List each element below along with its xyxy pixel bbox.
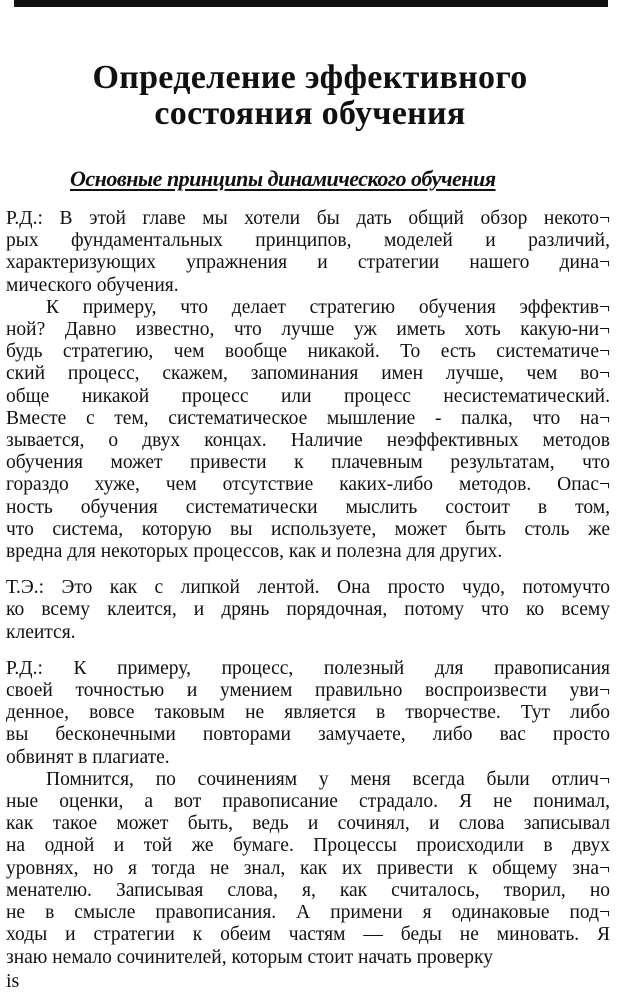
text-line: К примеру, что делает стратегию обучения эффектив¬ <box>46 296 610 318</box>
text-line: ные оценки, а вот правописание страдало. Я не понимал, <box>6 791 610 813</box>
text-line: гораздо хуже, чем отсутствие каких-либо методов. Опас¬ <box>6 474 610 496</box>
section-subtitle: Основные принципы динамического обучения <box>70 166 496 191</box>
text-line: ной? Давно известно, что лучше уж иметь хоть какую-ни¬ <box>6 319 610 341</box>
body-text <box>6 208 610 969</box>
text-line: как такое может быть, ведь и сочинял, и слова записывал <box>6 813 610 835</box>
text-line: будь стратегию, чем вообще никакой. То есть систематиче¬ <box>6 341 610 363</box>
text-line: клеится. <box>6 621 76 643</box>
text-line: Вместе с тем, систематическое мышление - палка, что на¬ <box>6 407 610 429</box>
text-line: что система, которую вы используете, может быть столь же <box>6 518 610 540</box>
text-line: уровнях, но я тогда не знал, как их привести к общему зна¬ <box>6 857 610 879</box>
text-line: вы бесконечными повторами замучаете, либо вас просто <box>6 724 610 746</box>
text-line: не в смысле правописания. А примени я одинаковые под¬ <box>6 902 610 924</box>
title-line-1: Определение эффективного <box>92 59 528 96</box>
paragraph <box>6 658 610 769</box>
text-line: Помнится, по сочинениям у меня всегда были отлич¬ <box>46 768 610 790</box>
text-line: мического обучения. <box>6 274 179 296</box>
paragraph <box>6 297 610 563</box>
text-line: знаю немало сочинителей, которым стоит начать проверку <box>6 946 493 968</box>
paragraph <box>6 769 610 969</box>
text-line: рых фундаментальных принципов, моделей и различий, <box>6 230 610 252</box>
text-line: Т.Э.: Это как с липкой лентой. Она просто чудо, потомучто <box>6 577 610 599</box>
text-line: ский процесс, скажем, запоминания имен лучше, чем во¬ <box>6 363 610 385</box>
top-rule <box>14 0 608 7</box>
text-line: ко всему клеится, и дрянь порядочная, потому что ко всему <box>6 599 610 621</box>
text-line: Р.Д.: В этой главе мы хотели бы дать общий обзор некото¬ <box>6 208 610 229</box>
text-line: ходы и стратегии к обеим частям — беды не миновать. Я <box>6 924 610 946</box>
text-line: денное, вовсе таковым не является в творчестве. Тут либо <box>6 702 610 724</box>
title-line-2: состояния обучения <box>154 95 466 132</box>
paragraph <box>6 208 610 297</box>
text-line: обвинят в плагиате. <box>6 746 170 768</box>
text-line: вредна для некоторых процессов, как и полезна для других. <box>6 541 503 563</box>
page-number: is <box>6 970 20 992</box>
text-line: зывается, о двух концах. Наличие неэффективных методов <box>6 430 610 452</box>
text-line: Р.Д.: К примеру, процесс, полезный для правописания <box>6 657 610 679</box>
paragraph-gap <box>6 563 610 577</box>
text-line: своей точностью и умением правильно воспроизвести уви¬ <box>6 680 610 702</box>
text-line: обще никакой процесс или процесс несистематический. <box>6 385 610 407</box>
text-line: ность обучения систематически мыслить состоит в том, <box>6 496 610 518</box>
text-line: характеризующих упражнения и стратегии нашего дина¬ <box>6 252 610 274</box>
paragraph <box>6 577 610 644</box>
text-line: на одной и той же бумаге. Процессы происходили в двух <box>6 835 610 857</box>
text-line: обучения может привести к плачевным результатам, что <box>6 452 610 474</box>
text-line: менателю. Записывая слова, я, как считалось, творил, но <box>6 879 610 901</box>
paragraph-gap <box>6 644 610 658</box>
chapter-title <box>20 60 600 132</box>
